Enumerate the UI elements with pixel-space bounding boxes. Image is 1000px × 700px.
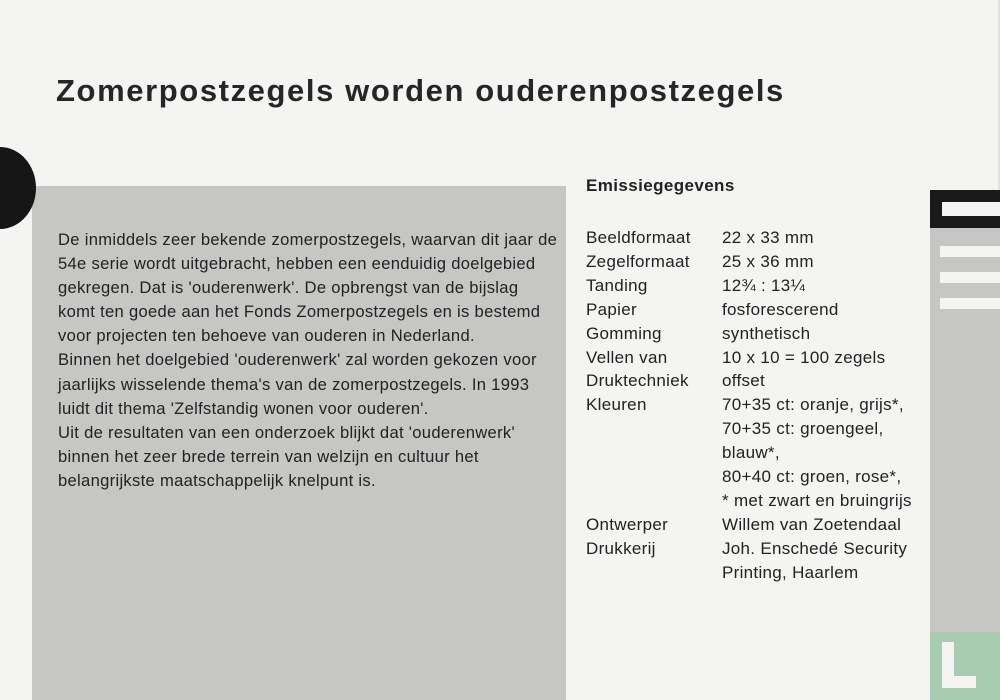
spec-row	[586, 298, 946, 322]
spec-label: Beeldformaat	[586, 228, 691, 247]
spec-value: 25 x 36 mm	[722, 251, 814, 271]
spec-row	[586, 513, 946, 537]
spec-value-line: 70+35 ct: oranje, grijs*,	[722, 395, 904, 415]
black-bracket-decoration	[930, 190, 1000, 228]
ptt-logo	[930, 632, 1000, 700]
black-bracket-inner	[942, 202, 1000, 216]
specs-table	[586, 226, 946, 585]
spec-label: Gomming	[586, 323, 662, 343]
spec-value	[722, 537, 946, 585]
spec-value: fosforescerend	[722, 299, 839, 319]
spec-label: Vellen van	[586, 347, 668, 367]
spec-value-line: Printing, Haarlem	[722, 562, 859, 582]
spec-row	[586, 346, 946, 370]
body-text	[58, 228, 558, 493]
page-title: Zomerpostzegels worden ouderenpostzegels	[56, 72, 785, 108]
white-stripe-decoration	[940, 272, 1000, 283]
spec-value: 22 x 33 mm	[722, 228, 814, 247]
spec-row	[586, 393, 946, 513]
spec-value: 12¾ : 13¼	[722, 275, 806, 295]
spec-row	[586, 537, 946, 585]
spec-value-line: * met zwart en bruingrijs	[722, 490, 912, 510]
white-dot-decoration	[904, 666, 930, 692]
spec-value: Willem van Zoetendaal	[722, 514, 902, 534]
spec-label: Kleuren	[586, 395, 647, 415]
spec-row	[586, 369, 946, 393]
specs-heading: Emissiegegevens	[586, 176, 735, 195]
spec-row	[586, 226, 946, 250]
spec-label: Tanding	[586, 275, 648, 295]
logo-l-mark	[942, 642, 976, 688]
spec-row	[586, 274, 946, 298]
spec-label: Ontwerper	[586, 514, 669, 534]
spec-value-line: Joh. Enschedé Security	[722, 538, 908, 558]
spec-value	[722, 393, 946, 513]
body-paragraph: De inmiddels zeer bekende zomerpostzegels, waarvan dit jaar de 54e serie wordt uitgebracht, hebben een eenduidig doelgebied gekregen. Dat is 'ouderenwerk'. De opbrengst van de bijslag komt ten goede aan het Fonds Zomerpostzegels en is bestemd voor projecten ten behoeve van ouderen in Nederland.	[58, 230, 558, 346]
white-stripe-decoration	[940, 298, 1000, 309]
black-half-circle-decoration	[0, 147, 36, 229]
spec-label: Zegelformaat	[586, 251, 690, 271]
white-stripe-decoration	[940, 246, 1000, 257]
spec-label: Drukkerij	[586, 538, 656, 558]
spec-label: Druktechniek	[586, 371, 689, 391]
spec-value: synthetisch	[722, 323, 811, 343]
spec-value: 10 x 10 = 100 zegels	[722, 347, 886, 367]
body-paragraph: Uit de resultaten van een onderzoek blijkt dat 'ouderenwerk' binnen het zeer brede terrein van welzijn en cultuur het belangrijkste maatschappelijk knelpunt is.	[58, 422, 515, 490]
spec-row	[586, 250, 946, 274]
spec-value: offset	[722, 371, 766, 391]
spec-value-line: 70+35 ct: groengeel,	[722, 419, 884, 439]
body-paragraph: Binnen het doelgebied 'ouderenwerk' zal worden gekozen voor jaarlijks wisselende thema's van de zomerpostzegels. In 1993 luidt dit thema 'Zelfstandig wonen voor ouderen'.	[58, 350, 537, 418]
spec-value-line: blauw*,	[722, 443, 780, 463]
spec-row	[586, 322, 946, 346]
spec-value-line: 80+40 ct: groen, rose*,	[722, 467, 902, 487]
spec-label: Papier	[586, 299, 637, 319]
